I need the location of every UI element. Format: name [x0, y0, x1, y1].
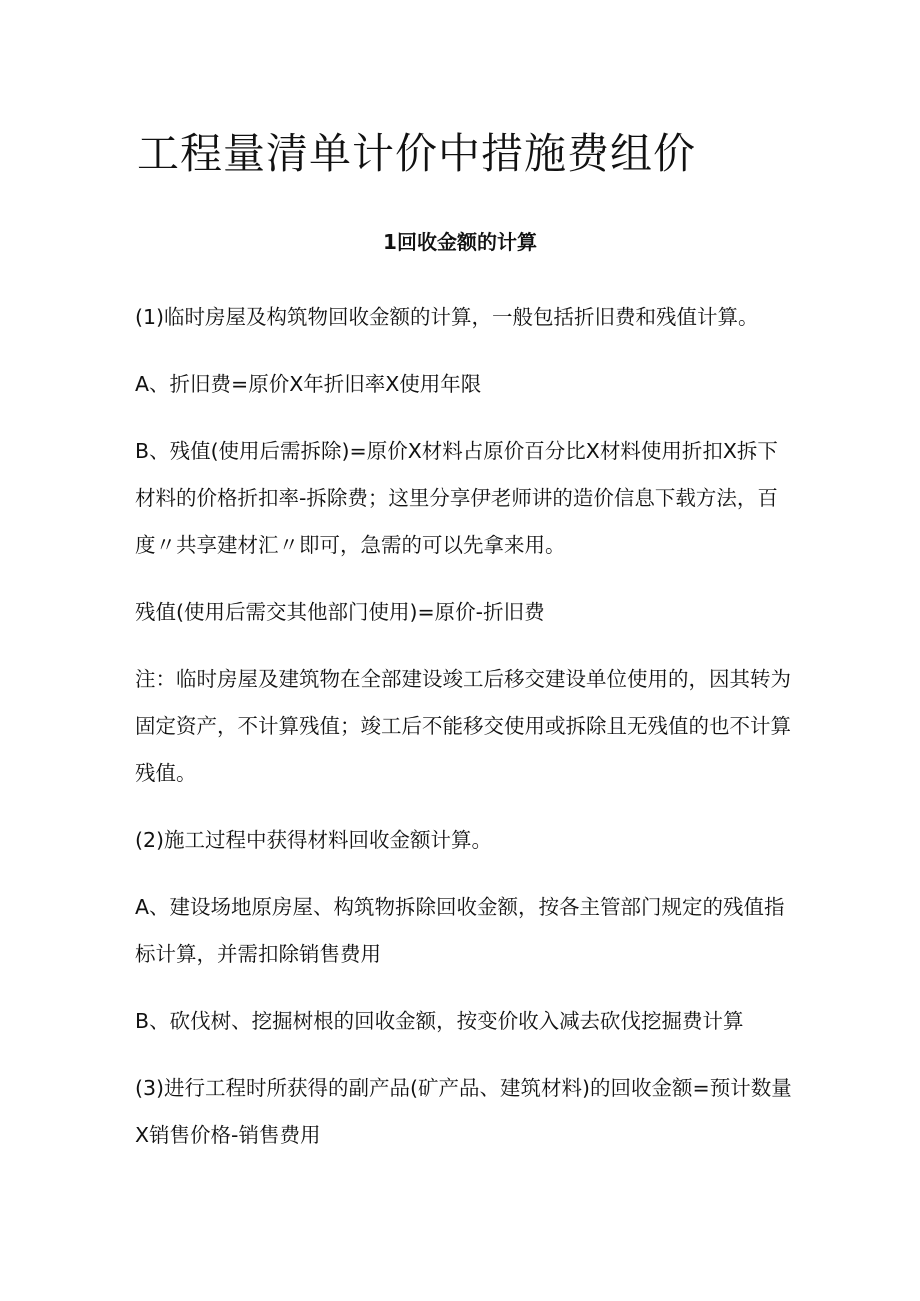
paragraph-1-temporary-buildings: (1)临时房屋及构筑物回收金额的计算，一般包括折旧费和残值计算。 — [135, 305, 759, 329]
paragraph-9-byproducts: (3)进行工程时所获得的副产品(矿产品、建筑材料)的回收金额=预计数量X销售价格-销售费用 — [135, 1076, 792, 1147]
paragraph-4-residual-value-transfer: 残值(使用后需交其他部门使用)=原价-折旧费 — [135, 600, 545, 624]
document-body — [135, 294, 795, 1179]
paragraph-5-note: 注：临时房屋及建筑物在全部建设竣工后移交建设单位使用的，因其转为固定资产，不计算残值；竣工后不能移交使用或拆除且无残值的也不计算残值。 — [135, 667, 791, 785]
paragraph-2-depreciation: A、折旧费=原价X年折旧率X使用年限 — [135, 372, 482, 396]
paragraph-7-site-demolition: A、建设场地原房屋、构筑物拆除回收金额，按各主管部门规定的残值指标计算，并需扣除销售费用 — [135, 895, 785, 966]
paragraph-8-tree-cutting: B、砍伐树、挖掘树根的回收金额，按变价收入减去砍伐挖掘费计算 — [135, 1009, 744, 1033]
document-title: 工程量清单计价中措施费组价 — [137, 129, 697, 178]
paragraph-6-construction-recovery: (2)施工过程中获得材料回收金额计算。 — [135, 828, 493, 852]
section-title: 1回收金额的计算 — [383, 230, 537, 254]
paragraph-3-residual-value-demolish: B、残值(使用后需拆除)=原价X材料占原价百分比X材料使用折扣X拆下材料的价格折扣率-拆除费；这里分享伊老师讲的造价信息下载方法，百度〃共享建材汇〃即可，急需的可以先拿来用。 — [135, 439, 778, 557]
